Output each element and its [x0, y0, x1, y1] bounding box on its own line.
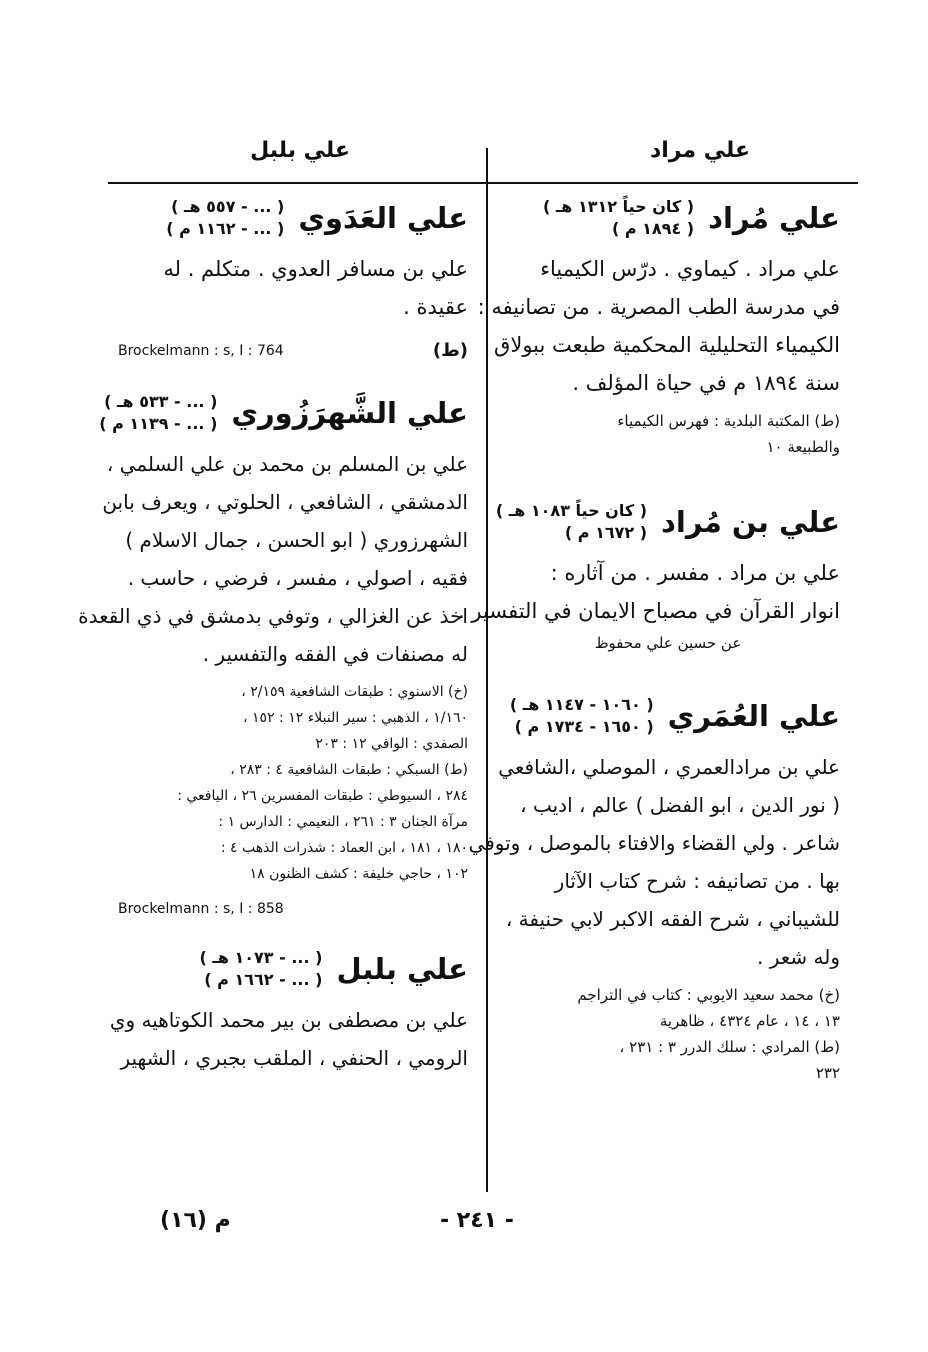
entry-body	[477, 250, 840, 402]
body-line: الرومي ، الحنفي ، الملقب بجبري ، الشهير	[120, 1046, 468, 1070]
body-line: علي بن مسافر العدوي . متكلم . له	[163, 257, 468, 281]
entry-name: علي بن مُراد	[661, 505, 840, 539]
signature-mark: م (١٦)	[160, 1208, 231, 1233]
entry-name: علي العُمَري	[667, 699, 840, 733]
ref-line: (ط) السبكي : طبقات الشافعية ٤ : ٢٨٣ ،	[230, 762, 468, 778]
body-line: علي بن مراد . مفسر . من آثاره :	[550, 561, 840, 585]
date-gregorian: ( ... - ١١٦٢ م )	[166, 219, 285, 238]
right-column-header: علي مراد	[649, 138, 751, 163]
date-hijri: ( ... - ١٠٧٣ هـ )	[199, 948, 323, 967]
date-hijri: ( ١٠٦٠ - ١١٤٧ هـ )	[509, 695, 654, 714]
entry-name: علي مُراد	[708, 201, 840, 235]
ref-line: ١٠٢ ، حاجي خليفة : كشف الظنون ١٨	[249, 866, 468, 882]
ref-line: ١٣ ، ١٤ ، عام ٤٣٢٤ ، ظاهرية	[659, 1012, 840, 1030]
entry-body	[458, 554, 840, 630]
body-line: انوار القرآن في مصباح الايمان في التفسير .	[458, 599, 840, 623]
page-number: - ٢٤١ -	[440, 1208, 514, 1233]
body-line: الكيمياء التحليلية المحكمية طبعت ببولاق	[494, 333, 840, 357]
entry-name: علي العَدَوي	[298, 201, 468, 235]
entry-source-note: عن حسين علي محفوظ	[594, 634, 742, 652]
entry-ali-bin-murad	[458, 500, 840, 652]
date-gregorian: ( ... - ١١٣٩ م )	[99, 414, 218, 433]
body-line: سنة ١٨٩٤ م في حياة المؤلف .	[572, 371, 840, 395]
ref-line: ٢٣٢	[815, 1064, 840, 1082]
entry-name: علي الشَّهرَزُوري	[231, 396, 468, 430]
ref-line: ١/١٦٠ ، الذهبي : سير النبلاء ١٢ : ١٥٢ ،	[243, 710, 468, 726]
entry-ali-bulbul	[109, 947, 468, 1077]
entry-references	[496, 982, 840, 1086]
entry-dates	[496, 500, 647, 544]
body-line: بها . من تصانيفه : شرح كتاب الآثار	[554, 869, 840, 893]
entry-references	[118, 679, 468, 887]
date-hijri: ( ... - ٥٣٣ هـ )	[104, 392, 218, 411]
body-line: للشيباني ، شرح الفقه الاكبر لابي حنيفة ،	[505, 907, 840, 931]
brockelmann-ref: Brockelmann : s, I : 858	[118, 901, 284, 917]
latin-reference	[118, 340, 468, 361]
entry-header	[496, 196, 840, 240]
body-line: علي مراد . كيماوي . درّس الكيمياء	[540, 257, 840, 281]
body-line: له مصنفات في الفقه والتفسير .	[202, 642, 468, 666]
entry-header	[118, 196, 468, 240]
date-gregorian: ( ١٦٧٢ م )	[564, 523, 648, 542]
body-line: وله شعر .	[757, 945, 840, 969]
date-gregorian: ( ... - ١٦٦٢ م )	[204, 970, 323, 989]
ref-line: (ط) المكتبة البلدية : فهرس الكيمياء	[617, 412, 840, 430]
ref-line: مرآة الجنان ٣ : ٢٦١ ، النعيمي : الدارس ١ :	[218, 814, 468, 830]
entry-header	[118, 947, 468, 991]
entry-header	[496, 500, 840, 544]
date-gregorian: ( ١٨٩٤ م )	[611, 219, 695, 238]
entry-body	[468, 748, 840, 976]
body-line: علي بن المسلم بن محمد بن علي السلمي ،	[106, 452, 468, 476]
ref-tag: (ط)	[432, 340, 468, 361]
entry-references	[496, 408, 840, 460]
ref-line: (خ) الاسنوي : طبقات الشافعية ٢/١٥٩ ،	[241, 684, 468, 700]
ref-line: (خ) محمد سعيد الايوبي : كتاب في التراجم	[577, 986, 840, 1004]
entry-dates	[99, 391, 217, 435]
body-line: ( نور الدين ، ابو الفضل ) عالم ، اديب ،	[520, 793, 840, 817]
entry-header	[99, 391, 468, 435]
date-hijri: ( كان حياً ١٣١٢ هـ )	[542, 197, 695, 216]
entry-dates	[166, 196, 284, 240]
date-hijri: ( ... - ٥٥٧ هـ )	[171, 197, 285, 216]
entry-ali-al-shahrazuri	[78, 391, 468, 917]
body-line: علي بن مرادالعمري ، الموصلي ،الشافعي	[498, 755, 840, 779]
body-line: الشهرزوري ( ابو الحسن ، جمال الاسلام )	[125, 528, 468, 552]
entry-ali-al-umari	[468, 694, 840, 1086]
ref-line: (ط) المرادي : سلك الدرر ٣ : ٢٣١ ،	[619, 1038, 840, 1056]
entry-dates	[510, 694, 654, 738]
header-rule	[108, 182, 858, 184]
entry-dates	[543, 196, 694, 240]
date-hijri: ( كان حياً ١٠٨٣ هـ )	[495, 501, 648, 520]
body-line: فقيه ، اصولي ، مفسر ، فرضي ، حاسب .	[127, 566, 468, 590]
entry-header	[496, 694, 840, 738]
body-line: شاعر . ولي القضاء والافتاء بالموصل ، وتوفي	[468, 831, 840, 855]
entry-name: علي بلبل	[336, 952, 468, 986]
brockelmann-ref: Brockelmann : s, I : 764	[118, 342, 284, 359]
entry-dates	[199, 947, 322, 991]
ref-line: الصفدي : الوافي ١٢ : ٢٠٣	[315, 736, 468, 752]
left-column-header: علي بلبل	[250, 138, 350, 163]
entry-ali-al-adawi	[118, 196, 468, 361]
ref-line: ٢٨٤ ، السيوطي : طبقات المفسرين ٢٦ ، اليافعي :	[177, 788, 468, 804]
ref-line: ١٨٠ ، ١٨١ ، ابن العماد : شذرات الذهب ٤ :	[220, 840, 468, 856]
body-line: في مدرسة الطب المصرية . من تصانيفه :	[477, 295, 840, 319]
date-gregorian: ( ١٦٥٠ - ١٧٣٤ م )	[514, 717, 654, 736]
latin-reference	[118, 901, 468, 917]
body-line: اخذ عن الغزالي ، وتوفي بدمشق في ذي القعدة	[78, 604, 468, 628]
body-line: علي بن مصطفى بن بير محمد الكوتاهيه وي	[109, 1008, 468, 1032]
right-column	[458, 196, 840, 1086]
entry-body	[118, 250, 468, 326]
left-column	[78, 196, 468, 1077]
entry-ali-murad	[477, 196, 840, 460]
ref-line: والطبيعة ١٠	[766, 438, 840, 456]
body-line: الدمشقي ، الشافعي ، الحلوتي ، ويعرف بابن	[102, 490, 468, 514]
entry-body	[78, 445, 468, 673]
entry-body	[109, 1001, 468, 1077]
body-line: عقيدة .	[403, 295, 468, 319]
